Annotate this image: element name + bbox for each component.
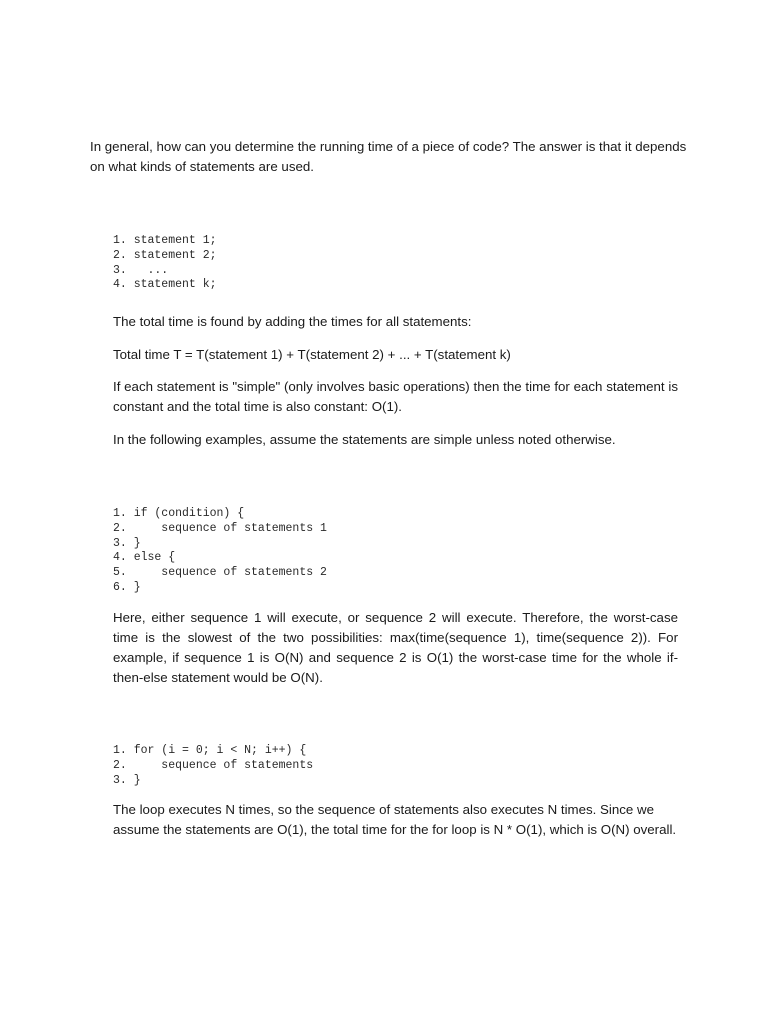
code-line: 6. }: [113, 580, 141, 594]
code-line: 1. if (condition) {: [113, 507, 245, 520]
intro-paragraph: In general, how can you determine the running time of a piece of code? The answer is that it depends on what kinds of statements are used.: [90, 139, 687, 174]
total-time-intro: The total time is found by adding the times for all statements:: [113, 314, 472, 329]
code-line: 2. sequence of statements: [113, 758, 314, 772]
code-line: 1. statement 1;: [113, 234, 217, 247]
code-line: 1. for (i = 0; i < N; i++) {: [113, 744, 307, 757]
code-line: 4. else {: [113, 551, 176, 565]
code-line: 3. ...: [113, 263, 169, 277]
simple-statement-paragraph: If each statement is "simple" (only involves basic operations) then the time for each statement is constant and the total time is also constant: O(1).: [113, 379, 678, 414]
code-block-for-loop: [113, 744, 313, 788]
code-line: 3. }: [113, 773, 141, 787]
code-line: 5. sequence of statements 2: [113, 566, 327, 580]
code-line: 4. statement k;: [113, 278, 217, 292]
examples-note: In the following examples, assume the statements are simple unless noted otherwise.: [113, 432, 616, 447]
code-block-if-else: [113, 507, 327, 596]
if-else-paragraph: Here, either sequence 1 will execute, or sequence 2 will execute. Therefore, the worst-case time is the slowest of the two possibilities: max(time(sequence 1), time(sequence 2)). For example, if sequence 1 is O(N) and sequence 2 is O(1) the worst-case time for the whole if-then-else statement would be O(N).: [113, 610, 678, 685]
code-block-sequence: [113, 234, 217, 293]
code-line: 2. sequence of statements 1: [113, 521, 327, 535]
total-time-formula: Total time T = T(statement 1) + T(statement 2) + ... + T(statement k): [113, 347, 511, 362]
code-line: 2. statement 2;: [113, 248, 217, 262]
code-line: 3. }: [113, 536, 141, 550]
for-loop-paragraph: The loop executes N times, so the sequence of statements also executes N times. Since we assume the statements are O(1), the total time for the for loop is N * O(1), which is O(N) overall.: [113, 802, 677, 837]
